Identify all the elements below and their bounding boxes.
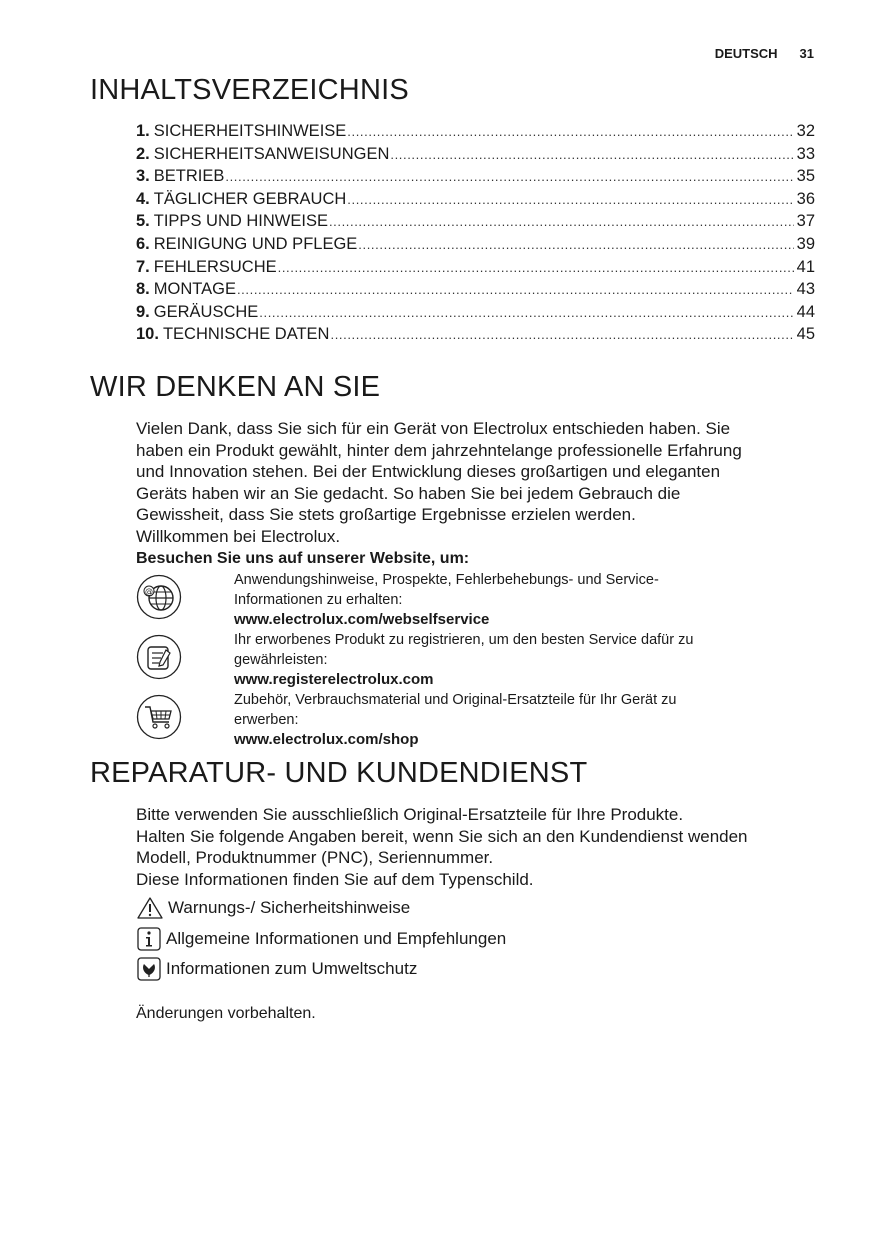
link-description: gewährleisten: [234, 651, 328, 668]
toc-item-number: 8. [136, 280, 150, 299]
toc-leader-dots [259, 305, 793, 320]
toc-leader-dots [329, 214, 794, 229]
toc-item[interactable] [136, 167, 815, 190]
link-item [136, 690, 796, 750]
toc-item-page: 44 [796, 302, 815, 321]
toc-leader-dots [358, 237, 793, 252]
legend-label: Informationen zum Umweltschutz [166, 959, 418, 979]
globe-at-icon [136, 574, 182, 620]
toc-item-number: 4. [136, 189, 150, 208]
legend-item [136, 893, 506, 924]
warning-icon [136, 896, 164, 920]
header-language: DEUTSCH [714, 46, 778, 61]
legend-item [136, 924, 506, 955]
legend-label: Allgemeine Informationen und Empfehlungen [166, 928, 507, 948]
toc-item[interactable] [136, 258, 815, 281]
toc-item[interactable] [136, 145, 815, 168]
toc-item-number: 1. [136, 122, 150, 140]
legend-item [136, 954, 506, 985]
website-links [136, 570, 796, 750]
toc-item-number: 2. [136, 144, 150, 163]
link-description: Zubehör, Verbrauchsmaterial und Original-Ersatzteile für Ihr Gerät zu [234, 692, 677, 708]
toc-item-label: SICHERHEITSHINWEISE [153, 122, 347, 140]
toc-item-label: SICHERHEITSANWEISUNGEN [153, 144, 390, 163]
changes-notice: Änderungen vorbehalten. [136, 1005, 316, 1022]
toc-item[interactable] [136, 212, 815, 235]
toc-item-number: 9. [136, 302, 150, 321]
table-of-contents [136, 122, 815, 348]
toc-item-page: 33 [796, 144, 815, 163]
toc-item-page: 43 [796, 280, 815, 299]
page-header [715, 46, 814, 61]
toc-item-page: 41 [796, 257, 815, 276]
service-line: Modell, Produktnummer (PNC), Seriennummer. [136, 848, 494, 868]
toc-leader-dots [237, 282, 794, 297]
link-url[interactable]: www.registerelectrolux.com [234, 671, 434, 688]
service-line: Bitte verwenden Sie ausschließlich Original-Ersatzteile für Ihre Produkte. [136, 805, 684, 824]
link-description: erwerben: [234, 711, 299, 728]
toc-item-label: MONTAGE [153, 280, 236, 299]
thanks-line: Gewissheit, dass Sie stets großartige Ergebnisse erzielen werden. [136, 505, 636, 525]
service-line: Diese Informationen finden Sie auf dem Typenschild. [136, 869, 534, 889]
svg-text:@: @ [145, 587, 153, 596]
link-item [136, 630, 796, 690]
thanks-line: Willkommen bei Electrolux. [136, 526, 341, 546]
toc-leader-dots [225, 169, 793, 184]
toc-item-number: 5. [136, 212, 150, 231]
header-page-number: 31 [799, 46, 814, 61]
link-item [136, 570, 796, 630]
toc-item-number: 6. [136, 234, 150, 253]
service-line: Halten Sie folgende Angaben bereit, wenn Sie sich an den Kundendienst wenden [136, 826, 748, 846]
visit-label: Besuchen Sie uns auf unserer Website, um: [136, 549, 470, 567]
environment-icon [136, 957, 162, 981]
toc-item-label: TECHNISCHE DATEN [162, 325, 330, 344]
toc-item[interactable] [136, 190, 815, 213]
toc-item-page: 45 [796, 325, 815, 344]
link-description: Anwendungshinweise, Prospekte, Fehlerbehebungs- und Service- [234, 572, 659, 588]
link-url[interactable]: www.electrolux.com/webselfservice [234, 611, 490, 628]
toc-item-page: 32 [796, 122, 815, 140]
service-text [136, 804, 836, 890]
toc-title: INHALTSVERZEICHNIS [90, 74, 409, 106]
toc-item[interactable] [136, 325, 815, 348]
toc-item-number: 3. [136, 167, 150, 186]
link-url[interactable]: www.electrolux.com/shop [234, 731, 419, 748]
toc-leader-dots [278, 260, 794, 275]
section-title-service: REPARATUR- UND KUNDENDIENST [90, 757, 588, 789]
toc-item-label: REINIGUNG UND PFLEGE [153, 234, 358, 253]
toc-item-label: TIPPS UND HINWEISE [153, 212, 328, 231]
toc-item-page: 36 [796, 189, 815, 208]
toc-item-page: 39 [796, 234, 815, 253]
toc-item-number: 7. [136, 257, 150, 276]
toc-item-page: 37 [796, 212, 815, 231]
shopping-cart-icon [136, 694, 182, 740]
toc-leader-dots [347, 124, 793, 139]
toc-leader-dots [390, 147, 793, 162]
toc-item[interactable] [136, 280, 815, 303]
register-form-icon [136, 634, 182, 680]
section-title-thanks: WIR DENKEN AN SIE [90, 371, 381, 403]
toc-item[interactable] [136, 122, 815, 145]
toc-item[interactable] [136, 303, 815, 326]
toc-leader-dots [330, 327, 793, 342]
toc-item[interactable] [136, 235, 815, 258]
toc-item-page: 35 [796, 167, 815, 186]
toc-item-label: TÄGLICHER GEBRAUCH [153, 189, 347, 208]
toc-item-number: 10. [136, 325, 159, 344]
link-description: Ihr erworbenes Produkt zu registrieren, um den besten Service dafür zu [234, 632, 694, 648]
link-description: Informationen zu erhalten: [234, 591, 403, 608]
legend-label: Warnungs-/ Sicherheitshinweise [168, 898, 411, 918]
toc-item-label: FEHLERSUCHE [153, 257, 277, 276]
toc-item-label: BETRIEB [153, 167, 225, 186]
thanks-line: und Innovation stehen. Bei der Entwicklung dieses großartigen und eleganten [136, 462, 721, 482]
toc-leader-dots [347, 192, 793, 207]
thanks-text [136, 418, 826, 569]
symbol-legend [136, 893, 506, 985]
thanks-line: haben ein Produkt gewählt, hinter dem jahrzehntelange professionelle Erfahrung [136, 440, 742, 460]
info-icon [136, 927, 162, 951]
thanks-line: Vielen Dank, dass Sie sich für ein Gerät von Electrolux entschieden haben. Sie [136, 419, 731, 438]
toc-item-label: GERÄUSCHE [153, 302, 259, 321]
thanks-line: Geräts haben wir an Sie gedacht. So haben Sie bei jedem Gebrauch die [136, 483, 681, 503]
